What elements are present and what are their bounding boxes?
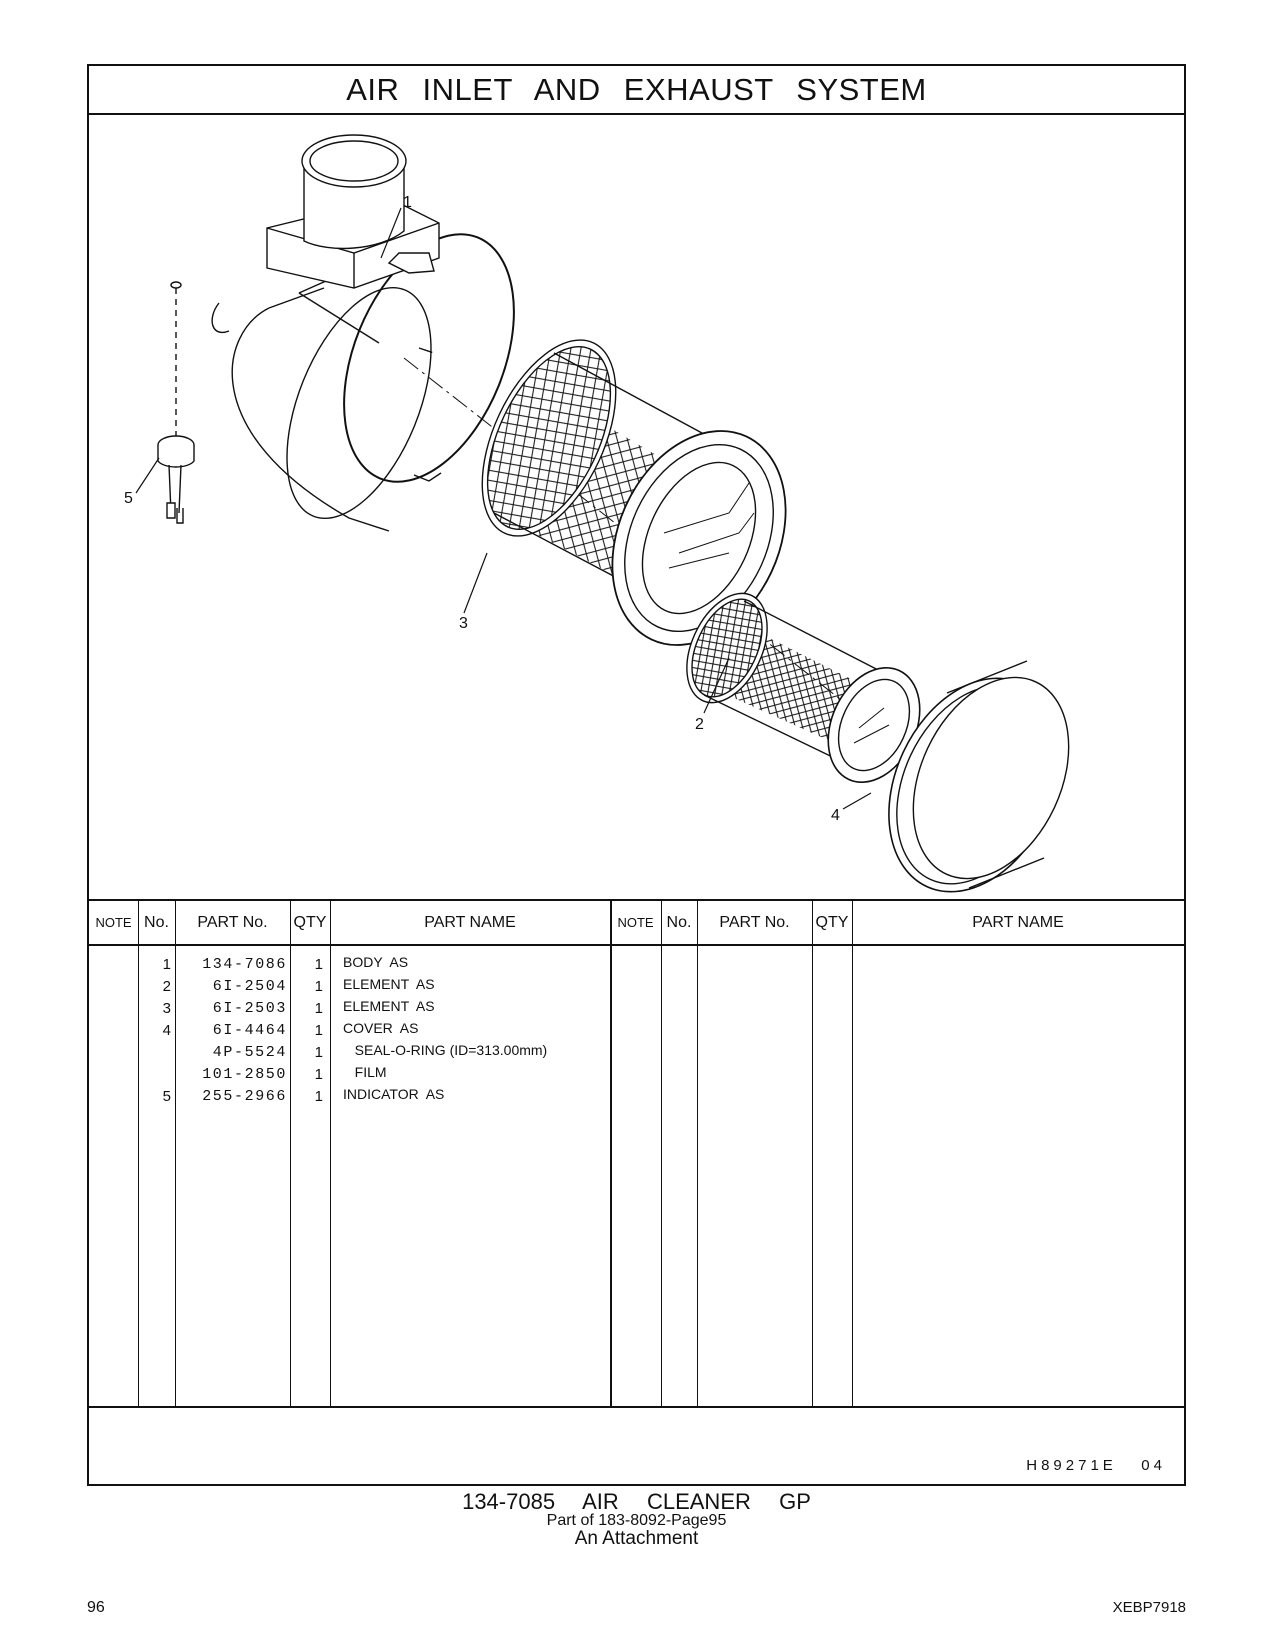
part-of-caption: Part of 183-8092-Page95 <box>546 1512 727 1529</box>
col-no-right: No. <box>666 913 692 931</box>
attachment-caption: An Attachment <box>574 1528 699 1549</box>
callout-5: 5 <box>124 490 133 507</box>
drawing-reference-code: H89271E 04 <box>1026 1457 1166 1474</box>
table-row: 3 6I-2503 1 ELEMENT AS <box>162 998 435 1017</box>
callout-4: 4 <box>831 807 840 824</box>
col-part-name-right: PART NAME <box>972 913 1064 931</box>
table-row: 5 255-2966 1 INDICATOR AS <box>162 1086 445 1105</box>
col-qty: QTY <box>293 913 327 931</box>
indicator-drawing <box>158 282 194 523</box>
parts-sheet-frame <box>87 64 1186 1486</box>
group-caption: 134-7085 AIR CLEANER GP <box>462 1489 811 1514</box>
col-part-no-right: PART No. <box>719 913 790 931</box>
col-no: No. <box>144 913 169 931</box>
parts-table-header <box>89 899 1184 946</box>
page-number: 96 <box>87 1599 105 1616</box>
col-part-no: PART No. <box>197 913 268 931</box>
document-id: XEBP7918 <box>1112 1599 1186 1616</box>
col-note: NOTE <box>95 915 132 930</box>
section-title: AIR INLET AND EXHAUST SYSTEM <box>346 71 927 107</box>
table-row: 1 134-7086 1 BODY AS <box>162 954 409 973</box>
callout-3: 3 <box>459 615 468 632</box>
table-row: 4P-5524 1 SEAL-O-RING (ID=313.00mm) <box>212 1042 548 1061</box>
table-row: 101-2850 1 FILM <box>202 1064 387 1083</box>
drawing-reference-band <box>89 1408 1184 1484</box>
table-row: 4 6I-4464 1 COVER AS <box>162 1020 419 1039</box>
section-title-band <box>89 66 1184 115</box>
parts-table-body <box>89 946 1184 1408</box>
col-note-right: NOTE <box>617 915 654 930</box>
callout-1: 1 <box>403 194 412 211</box>
col-qty-right: QTY <box>815 913 849 931</box>
col-part-name: PART NAME <box>424 913 516 931</box>
table-row: 2 6I-2504 1 ELEMENT AS <box>162 976 435 995</box>
exploded-view-illustration <box>89 113 1184 899</box>
callout-2: 2 <box>695 716 704 733</box>
